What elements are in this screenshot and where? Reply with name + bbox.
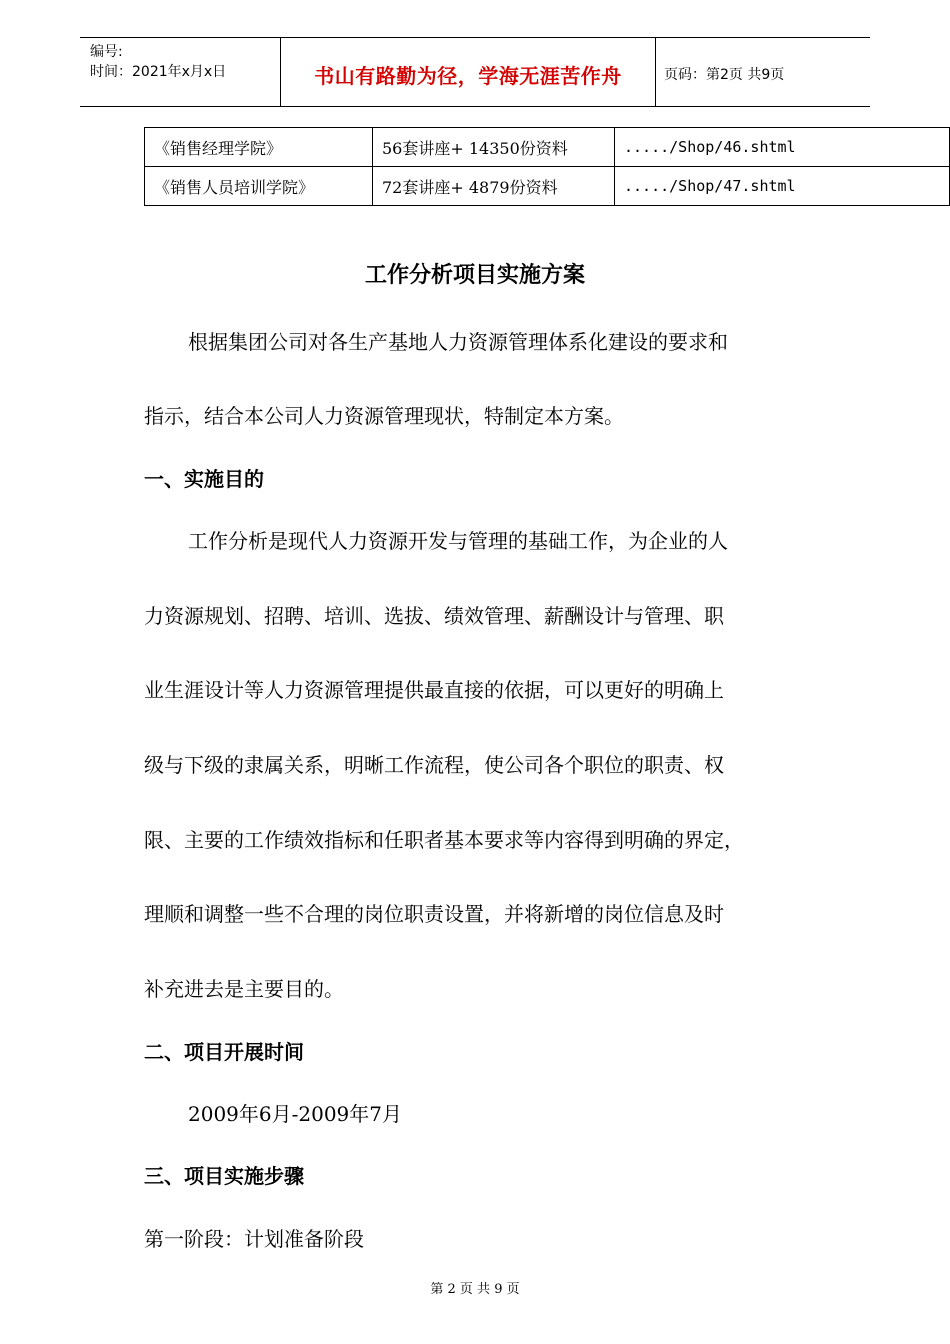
paragraph-line: 指示，结合本公司人力资源管理现状，特制定本方案。: [144, 404, 624, 428]
resource-table: [144, 127, 950, 206]
resource-link[interactable]: ...../Shop/46.shtml: [615, 128, 950, 167]
resource-name: 《销售人员培训学院》: [145, 167, 373, 206]
resource-link[interactable]: ...../Shop/47.shtml: [615, 167, 950, 206]
paragraph-line: 力资源规划、招聘、培训、选拔、绩效管理、薪酬设计与管理、职: [144, 604, 724, 628]
section-heading: 二、项目开展时间: [144, 1040, 304, 1064]
table-row: [145, 128, 950, 167]
time-label: 时间：2021年x月x日: [90, 64, 227, 80]
resource-name: 《销售经理学院》: [145, 128, 373, 167]
code-label: 编号:: [90, 44, 123, 60]
header-motto: 书山有路勤为径，学海无涯苦作舟: [314, 64, 622, 88]
paragraph-line: 2009年6月-2009年7月: [188, 1102, 403, 1126]
page-header: [80, 37, 870, 107]
paragraph-line: 业生涯设计等人力资源管理提供最直接的依据，可以更好的明确上: [144, 678, 724, 702]
paragraph-line: 限、主要的工作绩效指标和任职者基本要求等内容得到明确的界定，: [144, 828, 744, 852]
paragraph-line: 级与下级的隶属关系，明晰工作流程，使公司各个职位的职责、权: [144, 753, 724, 777]
page-footer: 第 2 页 共 9 页: [430, 1282, 520, 1297]
resource-desc: 56套讲座+ 14350份资料: [373, 128, 615, 167]
paragraph-line: 第一阶段：计划准备阶段: [144, 1227, 364, 1251]
header-meta: [90, 42, 280, 82]
document-title: 工作分析项目实施方案: [364, 263, 585, 288]
section-heading: 三、项目实施步骤: [144, 1164, 304, 1188]
paragraph-line: 理顺和调整一些不合理的岗位职责设置，并将新增的岗位信息及时: [144, 902, 724, 926]
table-row: [145, 167, 950, 206]
section-heading: 一、实施目的: [144, 467, 264, 491]
header-page-info: 页码：第2页 共9页: [664, 67, 785, 83]
paragraph-line: 补充进去是主要目的。: [144, 977, 344, 1001]
header-divider: [655, 38, 656, 106]
paragraph-line: 工作分析是现代人力资源开发与管理的基础工作，为企业的人: [188, 529, 728, 553]
resource-desc: 72套讲座+ 4879份资料: [373, 167, 615, 206]
paragraph-line: 根据集团公司对各生产基地人力资源管理体系化建设的要求和: [188, 330, 728, 354]
